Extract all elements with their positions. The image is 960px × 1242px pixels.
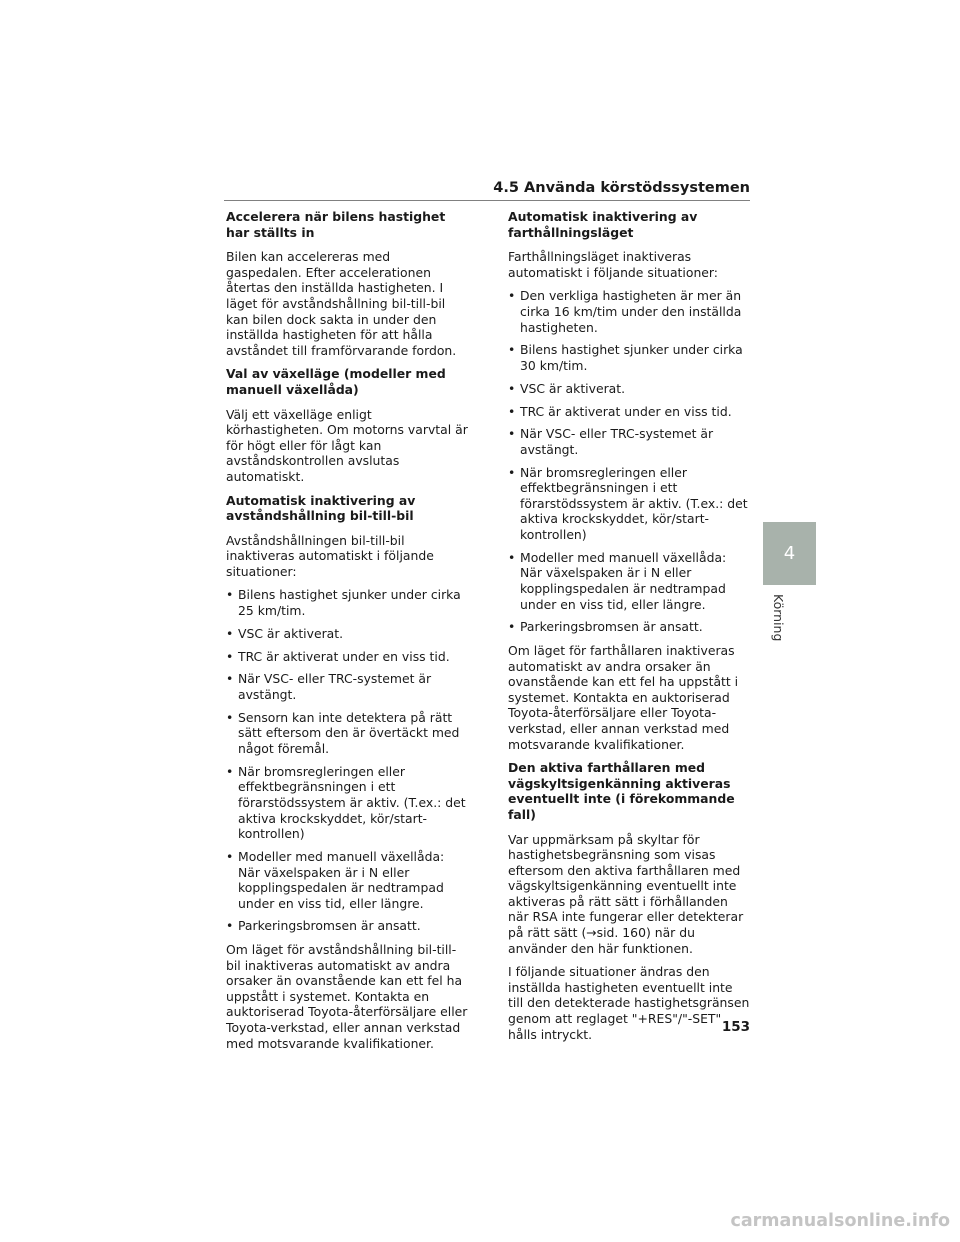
paragraph-auto-cancel-cruise: Farthållningsläget inaktiveras automatiskt i följande situationer: <box>508 249 718 280</box>
list-item: • Modeller med manuell växellåda: När växelspaken är i N eller kopplingspedalen är nedtrampad under en viss tid, eller längre. <box>226 849 468 911</box>
section-header: 4.5 Använda körstödssystemen <box>493 180 750 196</box>
list-item: • TRC är aktiverat under en viss tid. <box>508 404 750 420</box>
chapter-tab: 4 <box>763 522 816 585</box>
bullet-list-cruise <box>508 288 750 635</box>
list-item: • Bilens hastighet sjunker under cirka 25 km/tim. <box>226 587 468 618</box>
chapter-label: Körning <box>771 594 786 642</box>
heading-auto-cancel-cruise: Automatisk inaktivering av farthållningsläget <box>508 209 698 240</box>
paragraph-other-reasons-distance: Om läget för avståndshållning bil-till-bil inaktiveras automatiskt av andra orsaker än ovanstående kan ett fel ha uppstått i systemet. Kontakta en auktoriserad Toyota-återförsäljare eller Toyota-verkstad, eller annan verkstad med motsvarande kvalifikationer. <box>226 942 468 1051</box>
list-item: • När bromsregleringen eller effektbegränsningen i ett förarstödssystem är aktiv. (T.ex.: det aktiva krockskyddet, kör/start-kontrollen) <box>508 465 750 543</box>
header-divider <box>224 200 750 201</box>
list-item: • VSC är aktiverat. <box>508 381 750 397</box>
paragraph-accelerate: Bilen kan accelereras med gaspedalen. Efter accelerationen återtas den inställda hastigheten. I läget för avståndshållning bil-till-bil kan bilen dock sakta in under den inställda hastigheten för att hålla avståndet till framförvarande fordon. <box>226 249 457 358</box>
list-item: • Parkeringsbromsen är ansatt. <box>226 918 468 934</box>
list-item: • TRC är aktiverat under en viss tid. <box>226 649 468 665</box>
list-item: • När VSC- eller TRC-systemet är avstängt. <box>226 671 468 702</box>
list-item: • Parkeringsbromsen är ansatt. <box>508 619 750 635</box>
bullet-list-distance <box>226 587 468 934</box>
list-item: • Den verkliga hastigheten är mer än cirka 16 km/tim under den inställda hastigheten. <box>508 288 750 335</box>
right-column <box>508 209 750 1050</box>
list-item: • När VSC- eller TRC-systemet är avstängt. <box>508 426 750 457</box>
page-number: 153 <box>721 1019 750 1035</box>
list-item: • Sensorn kan inte detektera på rätt sätt eftersom den är övertäckt med något föremål. <box>226 710 468 757</box>
paragraph-auto-cancel-distance: Avståndshållningen bil-till-bil inaktiveras automatiskt i följande situationer: <box>226 532 434 579</box>
paragraph-other-reasons-cruise: Om läget för farthållaren inaktiveras automatiskt av andra orsaker än ovanstående kan ett fel ha uppstått i systemet. Kontakta en auktoriserad Toyota-återförsäljare eller Toyota-verkstad, eller annan verkstad med motsvarande kvalifikationer. <box>508 642 739 752</box>
heading-auto-cancel-distance: Automatisk inaktivering av avståndshållning bil-till-bil <box>226 492 416 524</box>
paragraph-gear-selection: Välj ett växelläge enligt körhastigheten. Om motorns varvtal är för högt eller för lågt kan avståndskontrollen avslutas automatiskt. <box>226 406 468 484</box>
heading-rsa: Den aktiva farthållaren med vägskyltsigenkänning aktiveras eventuellt inte (i förekommande fall) <box>508 760 735 822</box>
list-item: • VSC är aktiverat. <box>226 626 468 642</box>
heading-gear-selection: Val av växelläge (modeller med manuell växellåda) <box>226 366 446 397</box>
heading-accelerate: Accelerera när bilens hastighet har ställts in <box>226 209 446 240</box>
list-item: • Modeller med manuell växellåda: När växelspaken är i N eller kopplingspedalen är nedtrampad under en viss tid, eller längre. <box>508 550 750 612</box>
left-column <box>226 209 468 1059</box>
paragraph-rsa: Var uppmärksam på skyltar för hastighetsbegränsning som visas eftersom den aktiva farthållaren med vägskyltsigenkänning eventuellt inte aktiveras på rätt sätt i förhållanden när RSA inte fungerar eller detekterar på rätt sätt (→sid. 160) när du använder den här funktionen. <box>508 831 744 956</box>
list-item: • Bilens hastighet sjunker under cirka 30 km/tim. <box>508 342 750 373</box>
watermark: carmanualsonline.info <box>730 1211 950 1231</box>
list-item: • När bromsregleringen eller effektbegränsningen i ett förarstödssystem är aktiv. (T.ex.: det aktiva krockskyddet, kör/start-kontrollen) <box>226 764 468 842</box>
paragraph-switch: I följande situationer ändras den inställda hastigheten eventuellt inte till den detekterade hastighetsgränsen genom att reglaget "+RES"/"-SET" hålls intryckt. <box>508 964 750 1042</box>
